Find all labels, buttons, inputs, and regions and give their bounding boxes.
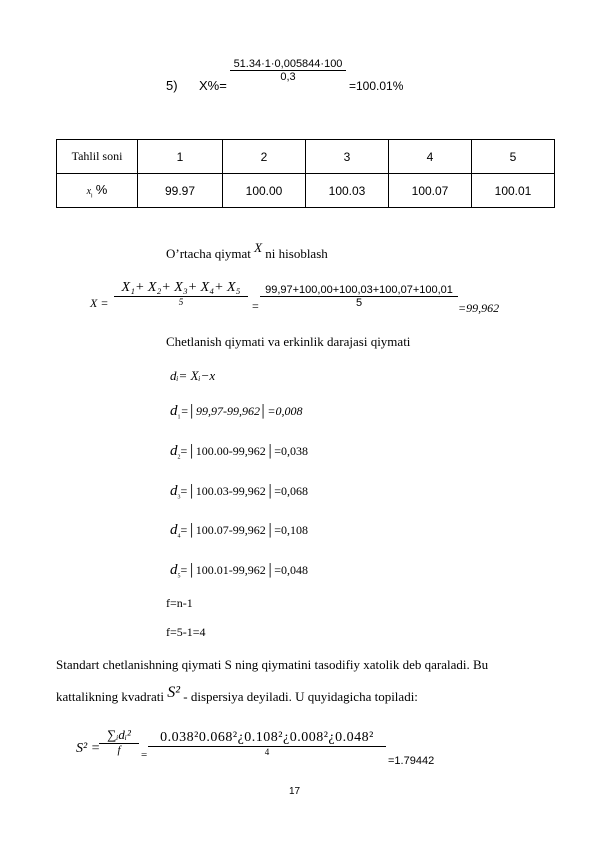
formula-item-number: 5) bbox=[166, 78, 178, 93]
table-cell: 100.01 bbox=[472, 174, 555, 208]
deviation-expression: =│100.00-99,962│=0,038 bbox=[180, 444, 309, 458]
deviation-subscript: 2 bbox=[177, 454, 181, 461]
deviation-expression: =│100.01-99,962│=0,048 bbox=[180, 563, 309, 577]
deviation-symbol: d bbox=[170, 562, 178, 578]
table-cell: 100.07 bbox=[389, 174, 472, 208]
row-label-unit: % bbox=[95, 181, 108, 197]
mean-lhs: X = bbox=[90, 296, 109, 310]
deviation-expression: =│100.07-99,962│=0,108 bbox=[180, 523, 309, 537]
table-cell: 100.00 bbox=[223, 174, 306, 208]
table-row bbox=[57, 140, 555, 174]
formula-result: =100.01% bbox=[349, 79, 404, 93]
deviation-line bbox=[170, 403, 302, 420]
table-cell: 100.03 bbox=[306, 174, 389, 208]
paragraph-line-2-pre: kattalikning kvadrati bbox=[56, 689, 168, 704]
degrees-of-freedom-value: f=5-1=4 bbox=[166, 625, 206, 639]
row-label-subscript: i bbox=[91, 193, 93, 200]
deviation-expression: =│99,97-99,962│=0,008 bbox=[180, 404, 303, 418]
results-table bbox=[56, 139, 555, 208]
table-column-header: 1 bbox=[138, 140, 223, 174]
mean-heading-variable: X bbox=[254, 240, 263, 255]
mean-symbolic-numerator: X₁+ X₂+ X₃+ X₄+ X₅ bbox=[121, 280, 241, 295]
mean-numeric-denominator: 5 bbox=[355, 297, 363, 309]
table-row bbox=[57, 174, 555, 208]
deviation-symbol: d bbox=[170, 443, 178, 459]
paragraph-line-2-post: - dispersiya deyiladi. U quyidagicha topiladi: bbox=[180, 689, 418, 704]
deviation-line bbox=[170, 522, 308, 539]
mean-heading bbox=[166, 240, 328, 262]
deviation-subscript: 5 bbox=[177, 573, 181, 580]
table-column-header: 2 bbox=[223, 140, 306, 174]
mean-equals: = bbox=[252, 299, 259, 313]
table-header-label: Tahlil soni bbox=[57, 140, 138, 174]
deviation-symbol: d bbox=[170, 403, 178, 419]
variance-numeric-denominator: 4 bbox=[264, 747, 270, 757]
row-label-variable: x bbox=[86, 185, 92, 197]
deviation-subscript: 1 bbox=[177, 414, 181, 421]
table-column-header: 5 bbox=[472, 140, 555, 174]
deviation-subscript: 4 bbox=[177, 533, 181, 540]
page-number: 17 bbox=[289, 786, 301, 797]
deviation-symbol: d bbox=[170, 483, 178, 499]
variance-equals: = bbox=[141, 749, 148, 761]
variance-symbolic-fraction bbox=[99, 727, 139, 756]
mean-heading-pre: O’rtacha qiymat bbox=[166, 246, 255, 261]
mean-result: =99,962 bbox=[458, 301, 500, 315]
variance-numeric-fraction bbox=[148, 730, 386, 757]
deviation-line bbox=[170, 443, 308, 460]
paragraph-line-1: Standart chetlanishning qiymati S ning qiymatini tasodifiy xatolik deb qaraladi. Bu bbox=[56, 657, 489, 672]
formula-lhs: X%= bbox=[199, 78, 227, 93]
variance-numeric-numerator: 0.038²0.068²¿0.108²¿0.008²¿0.048² bbox=[160, 730, 374, 745]
paragraph-symbol: S² bbox=[167, 684, 180, 701]
formula-numerator: 51.34·1·0,005844·100 bbox=[233, 58, 343, 70]
deviation-general-formula: dᵢ= Xᵢ−x bbox=[170, 368, 216, 383]
deviation-symbol: d bbox=[170, 522, 178, 538]
deviation-expression: =│100.03-99,962│=0,068 bbox=[180, 484, 309, 498]
table-row-label bbox=[57, 174, 138, 208]
deviation-line bbox=[170, 562, 308, 579]
deviation-heading: Chetlanish qiymati va erkinlik darajasi qiymati bbox=[166, 334, 411, 349]
degrees-of-freedom-formula: f=n-1 bbox=[166, 596, 193, 610]
table-column-header: 3 bbox=[306, 140, 389, 174]
deviation-subscript: 3 bbox=[177, 494, 181, 501]
mean-symbolic-fraction bbox=[114, 280, 248, 307]
mean-symbolic-denominator: 5 bbox=[178, 297, 184, 307]
variance-result: =1.79442 bbox=[388, 755, 435, 767]
variance-symbolic-denominator: f bbox=[117, 744, 121, 756]
table-column-header: 4 bbox=[389, 140, 472, 174]
mean-numeric-numerator: 99,97+100,00+100,03+100,07+100,01 bbox=[265, 284, 453, 296]
paragraph-line-2 bbox=[56, 684, 418, 706]
deviation-line bbox=[170, 483, 308, 500]
formula-fraction bbox=[230, 58, 346, 83]
formula-denominator: 0,3 bbox=[280, 71, 296, 83]
mean-heading-post: ni hisoblash bbox=[262, 246, 328, 261]
variance-lhs: S² = bbox=[76, 741, 101, 756]
mean-numeric-fraction bbox=[260, 284, 458, 309]
variance-symbolic-numerator: ∑ᵢdᵢ² bbox=[107, 727, 131, 742]
table-cell: 99.97 bbox=[138, 174, 223, 208]
